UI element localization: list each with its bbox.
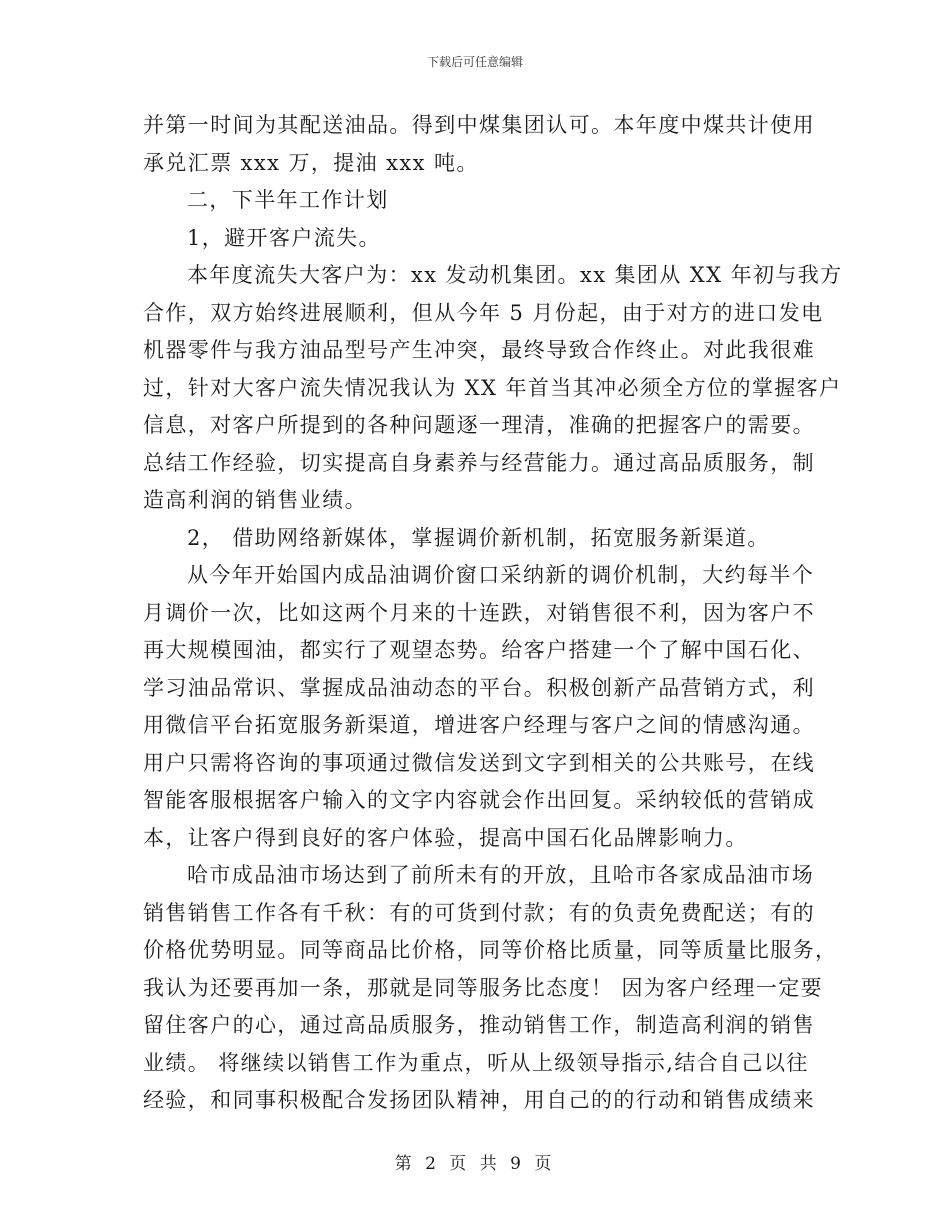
- body-line: 经验，和同事积极配合发扬团队精神，用自己的的行动和销售成绩来: [143, 1088, 815, 1112]
- body-line: 过，针对大客户流失情况我认为 XX 年首当其冲必须全方位的掌握客户: [143, 375, 842, 400]
- body-line: 销售销售工作各有千秋：有的可货到付款；有的负责免费配送；有的: [143, 900, 815, 925]
- page-number-footer: 第 2 页 共 9 页: [394, 1154, 556, 1174]
- paragraph-start-line: 本年度流失大客户为：xx 发动机集团。xx 集团从 XX 年初与我方: [187, 263, 843, 287]
- body-line: 学习油品常识、掌握成品油动态的平台。积极创新产品营销方式，利: [143, 675, 815, 700]
- paragraph-start-line: 哈市成品油市场达到了前所未有的开放，且哈市各家成品油市场: [187, 863, 815, 887]
- body-line: 价格优势明显。同等商品比价格，同等价格比质量，同等质量比服务，: [143, 938, 838, 962]
- section-heading: 二，下半年工作计划: [187, 188, 389, 212]
- body-line: 本，让客户得到良好的客户体验，提高中国石化品牌影响力。: [143, 825, 748, 850]
- body-line: 业绩。 将继续以销售工作为重点，听从上级领导指示,结合自己以往: [143, 1050, 809, 1075]
- body-line: 信息，对客户所提到的各种问题逐一理清，准确的把握客户的需要。: [143, 413, 815, 437]
- body-line: 智能客服根据客户输入的文字内容就会作出回复。采纳较低的营销成: [143, 788, 815, 812]
- paragraph-start-line: 从今年开始国内成品油调价窗口采纳新的调价机制，大约每半个: [187, 563, 815, 587]
- body-line: 并第一时间为其配送油品。得到中煤集团认可。本年度中煤共计使用: [143, 113, 815, 137]
- body-line: 留住客户的心，通过高品质服务，推动销售工作，制造高利润的销售: [143, 1013, 815, 1037]
- document-body: [143, 107, 843, 1120]
- body-line: 月调价一次，比如这两个月来的十连跌，对销售很不利，因为客户不: [143, 600, 815, 625]
- body-line: 我认为还要再加一条，那就是同等服务比态度！ 因为客户经理一定要: [143, 975, 824, 1000]
- body-line: 用微信平台拓宽服务新渠道，增进客户经理与客户之间的情感沟通。: [143, 713, 815, 737]
- body-line: 总结工作经验，切实提高自身素养与经营能力。通过高品质服务，制: [143, 450, 815, 475]
- page-header: 下载后可任意编辑: [426, 55, 523, 69]
- body-line: 承兑汇票 xxx 万，提油 xxx 吨。: [143, 150, 479, 175]
- subsection-heading: 1，避开客户流失。: [187, 225, 381, 250]
- body-line: 造高利润的销售业绩。: [143, 488, 367, 512]
- body-line: 再大规模囤油，都实行了观望态势。给客户搭建一个了解中国石化、: [143, 638, 815, 662]
- subsection-heading: 2， 借助网络新媒体，掌握调价新机制，拓宽服务新渠道。: [187, 525, 770, 550]
- body-line: 用户只需将咨询的事项通过微信发送到文字到相关的公共账号，在线: [143, 750, 815, 775]
- body-line: 合作，双方始终进展顺利，但从今年 5 月份起，由于对方的进口发电: [143, 300, 824, 325]
- body-line: 机器零件与我方油品型号产生冲突，最终导致合作终止。对此我很难: [143, 338, 815, 362]
